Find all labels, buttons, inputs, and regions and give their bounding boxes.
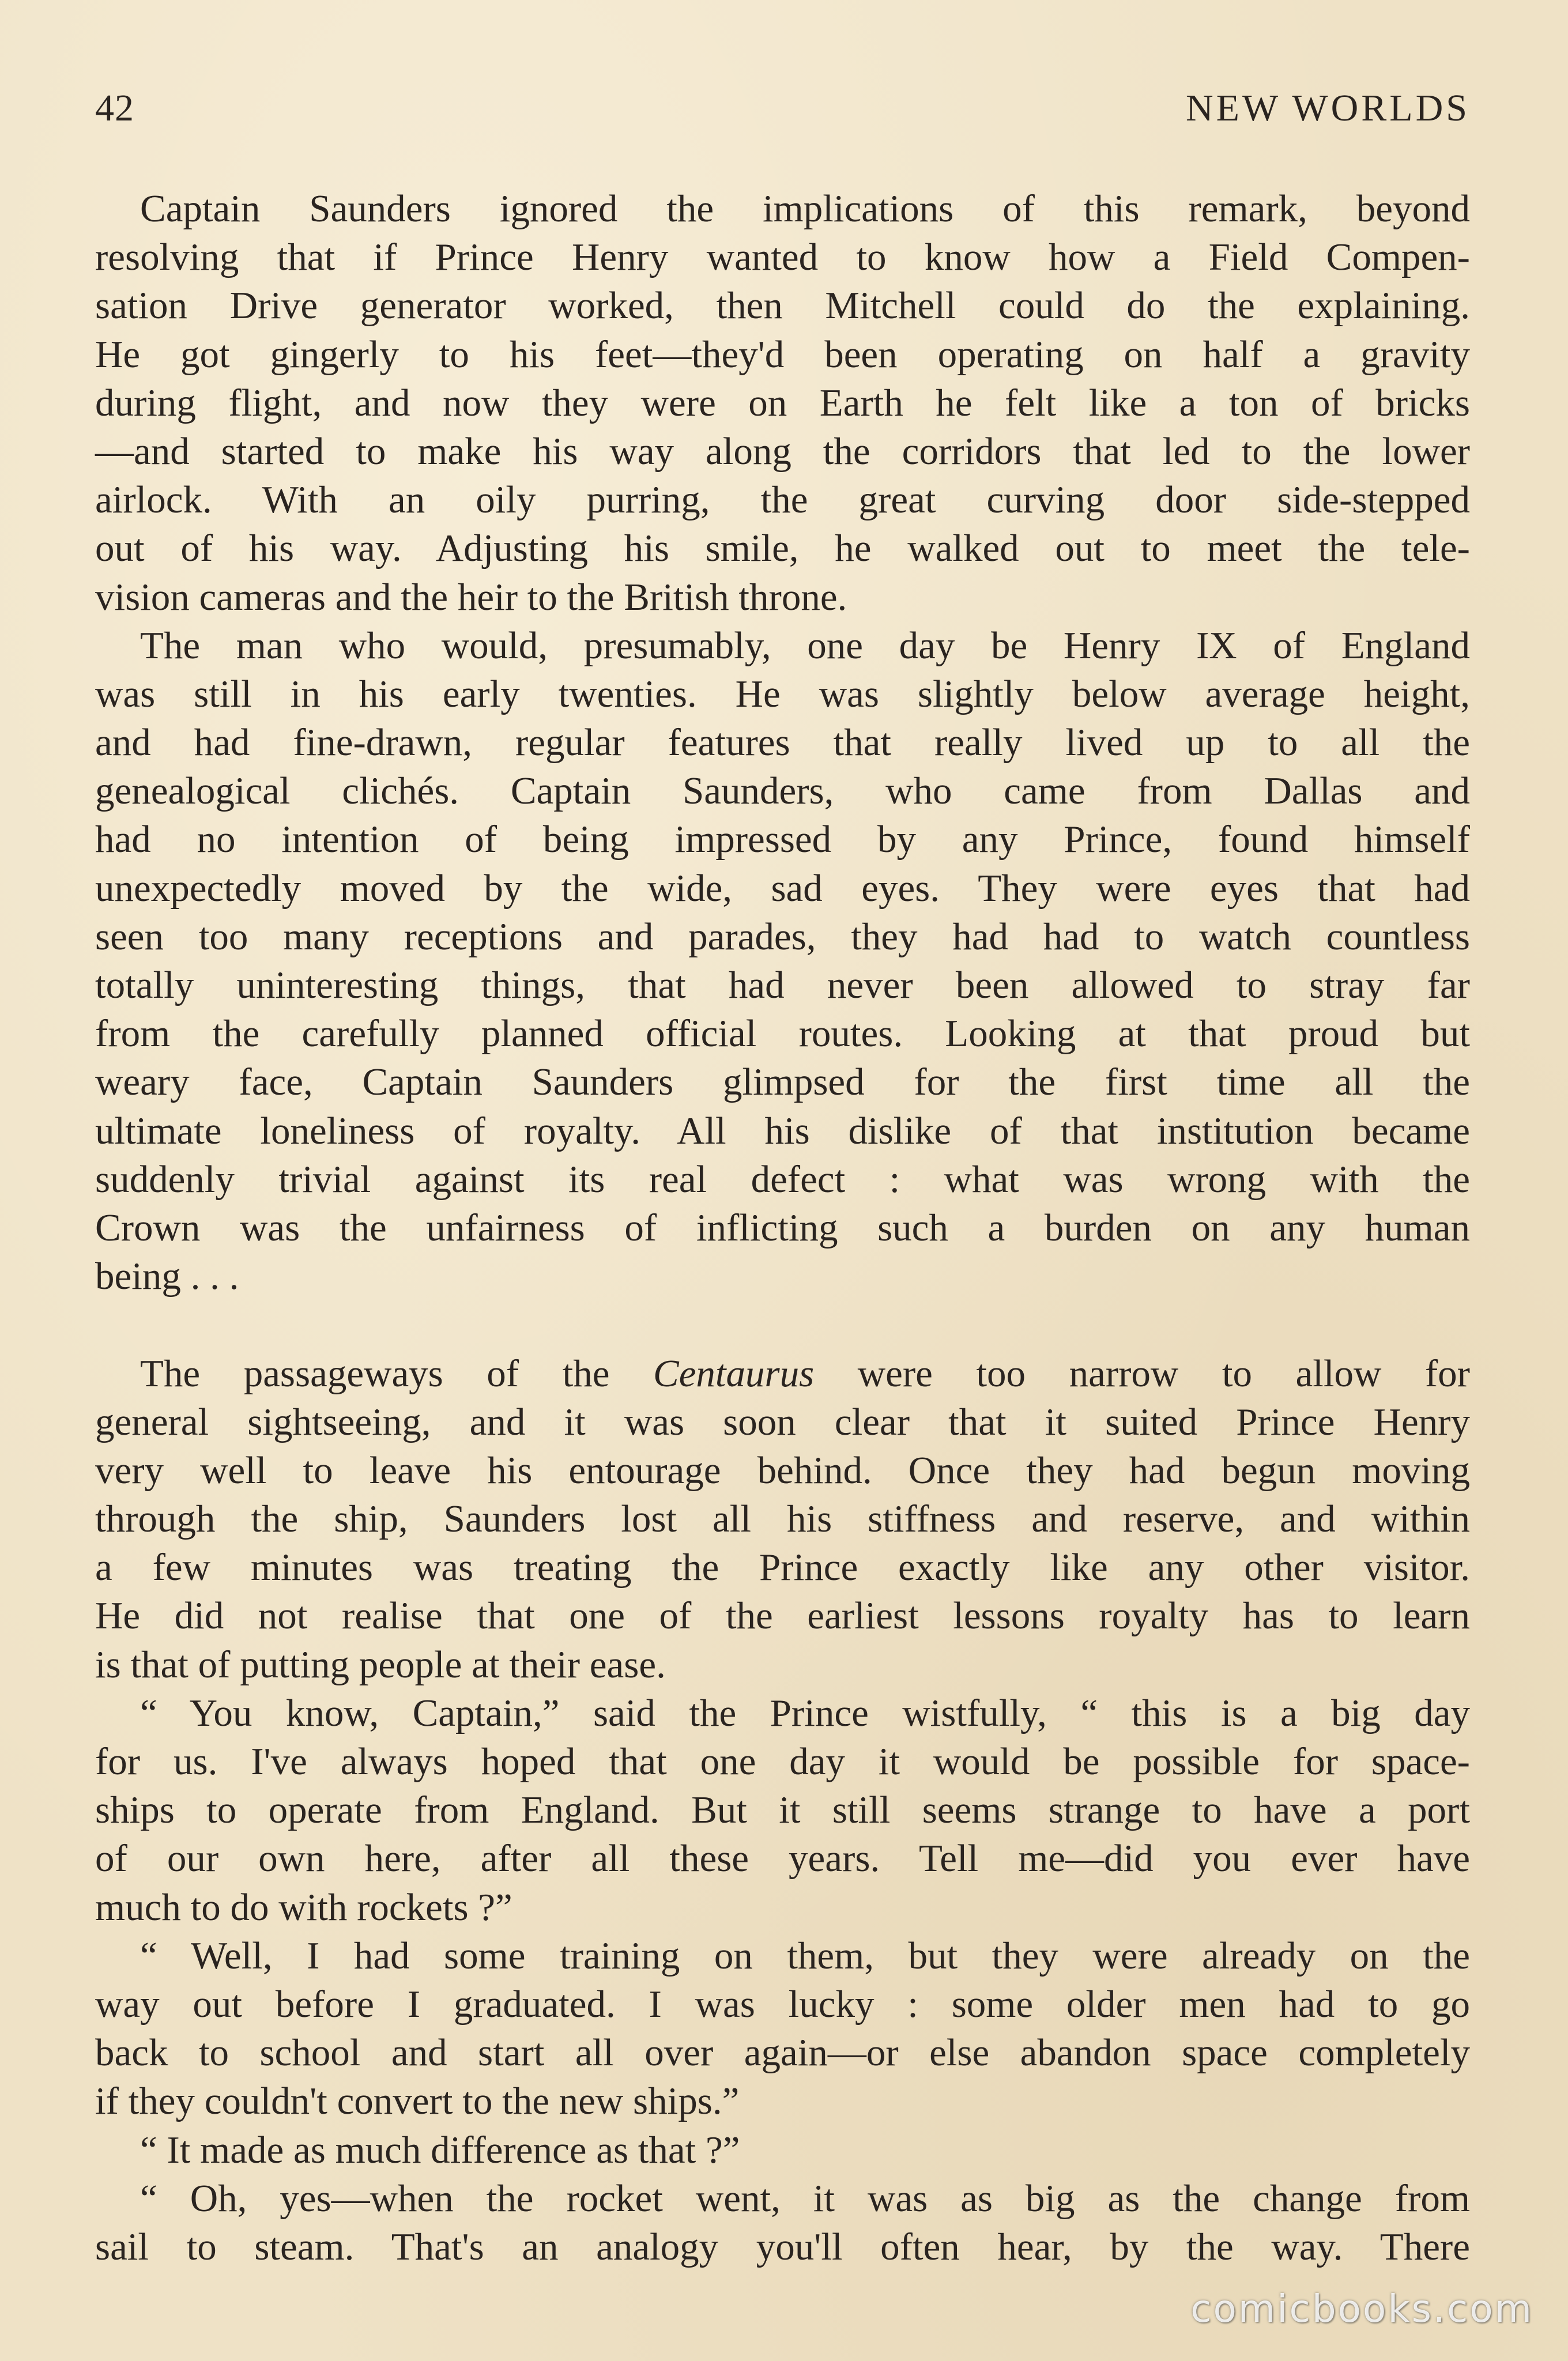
text-line: is that of putting people at their ease. <box>95 1643 666 1686</box>
text-line: out of his way. Adjusting his smile, he walked out to meet the tele- <box>95 527 1470 570</box>
text-line: very well to leave his entourage behind. Once they had begun moving <box>95 1449 1470 1492</box>
text-line: The man who would, presumably, one day be Henry IX of England <box>140 624 1470 667</box>
text-line: totally uninteresting things, that had never been allowed to stray far <box>95 964 1470 1006</box>
text-line: a few minutes was treating the Prince exactly like any other visitor. <box>95 1546 1470 1589</box>
text-line: suddenly trivial against its real defect : what was wrong with the <box>95 1157 1470 1201</box>
text-line: ships to operate from England. But it still seems strange to have a port <box>95 1789 1470 1832</box>
text-line: “ Well, I had some training on them, but they were already on the <box>140 1934 1470 1977</box>
text-line: sail to steam. That's an analogy you'll often hear, by the way. There <box>95 2225 1470 2268</box>
text-line: genealogical clichés. Captain Saunders, who came from Dallas and <box>95 770 1470 813</box>
text-line: sation Drive generator worked, then Mitchell could do the explaining. <box>95 284 1470 327</box>
text-line: if they couldn't convert to the new ships.” <box>95 2080 740 2123</box>
text-line: and had fine-drawn, regular features that really lived up to all the <box>95 721 1470 764</box>
page-number: 42 <box>95 87 134 129</box>
running-title: NEW WORLDS <box>1185 87 1470 129</box>
text-line: “ It made as much difference as that ?” <box>140 2128 740 2171</box>
text-line: much to do with rockets ?” <box>95 1885 512 1929</box>
text-line: through the ship, Saunders lost all his stiffness and reserve, and within <box>95 1498 1470 1541</box>
text-line: way out before I graduated. I was lucky : some older men had to go <box>95 1982 1470 2026</box>
text-line: The passageways of the Centaurus were too narrow to allow for <box>140 1352 1470 1395</box>
text-line: being . . . <box>95 1255 239 1298</box>
text-line: He did not realise that one of the earliest lessons royalty has to learn <box>95 1594 1470 1638</box>
text-line: general sightseeing, and it was soon clear that it suited Prince Henry <box>95 1400 1470 1443</box>
text-line: of our own here, after all these years. Tell me—did you ever have <box>95 1837 1470 1880</box>
text-line: unexpectedly moved by the wide, sad eyes. They were eyes that had <box>95 866 1470 910</box>
section-break <box>95 1300 1470 1349</box>
text-line: resolving that if Prince Henry wanted to know how a Field Compen- <box>95 236 1470 279</box>
text-line: for us. I've always hoped that one day it would be possible for space- <box>95 1740 1470 1783</box>
text-line: “ Oh, yes—when the rocket went, it was as big as the change from <box>140 2177 1470 2220</box>
running-head <box>95 86 1470 138</box>
text-line: weary face, Captain Saunders glimpsed for the first time all the <box>95 1061 1470 1104</box>
text-line: “ You know, Captain,” said the Prince wistfully, “ this is a big day <box>140 1691 1470 1734</box>
text-line: during flight, and now they were on Earth he felt like a ton of bricks <box>95 381 1470 424</box>
text-line: seen too many receptions and parades, they had had to watch countless <box>95 915 1470 958</box>
text-line: was still in his early twenties. He was slightly below average height, <box>95 672 1470 715</box>
body-text <box>95 184 1470 2271</box>
text-line: —and started to make his way along the corridors that led to the lower <box>95 429 1470 473</box>
text-line: vision cameras and the heir to the British throne. <box>95 575 847 618</box>
text-line: back to school and start all over again—or else abandon space completely <box>95 2031 1470 2075</box>
watermark: comicbooks.com <box>1190 2287 1533 2331</box>
text-line: from the carefully planned official routes. Looking at that proud but <box>95 1012 1470 1055</box>
text-line: had no intention of being impressed by any Prince, found himself <box>95 818 1470 861</box>
text-line: He got gingerly to his feet—they'd been operating on half a gravity <box>95 333 1470 376</box>
text-line: ultimate loneliness of royalty. All his dislike of that institution became <box>95 1109 1470 1152</box>
text-line: Captain Saunders ignored the implications of this remark, beyond <box>140 187 1470 230</box>
text-line: Crown was the unfairness of inflicting such a burden on any human <box>95 1206 1470 1249</box>
text-line: airlock. With an oily purring, the great curving door side-stepped <box>95 478 1470 522</box>
ship-name: Centaurus <box>653 1352 815 1395</box>
